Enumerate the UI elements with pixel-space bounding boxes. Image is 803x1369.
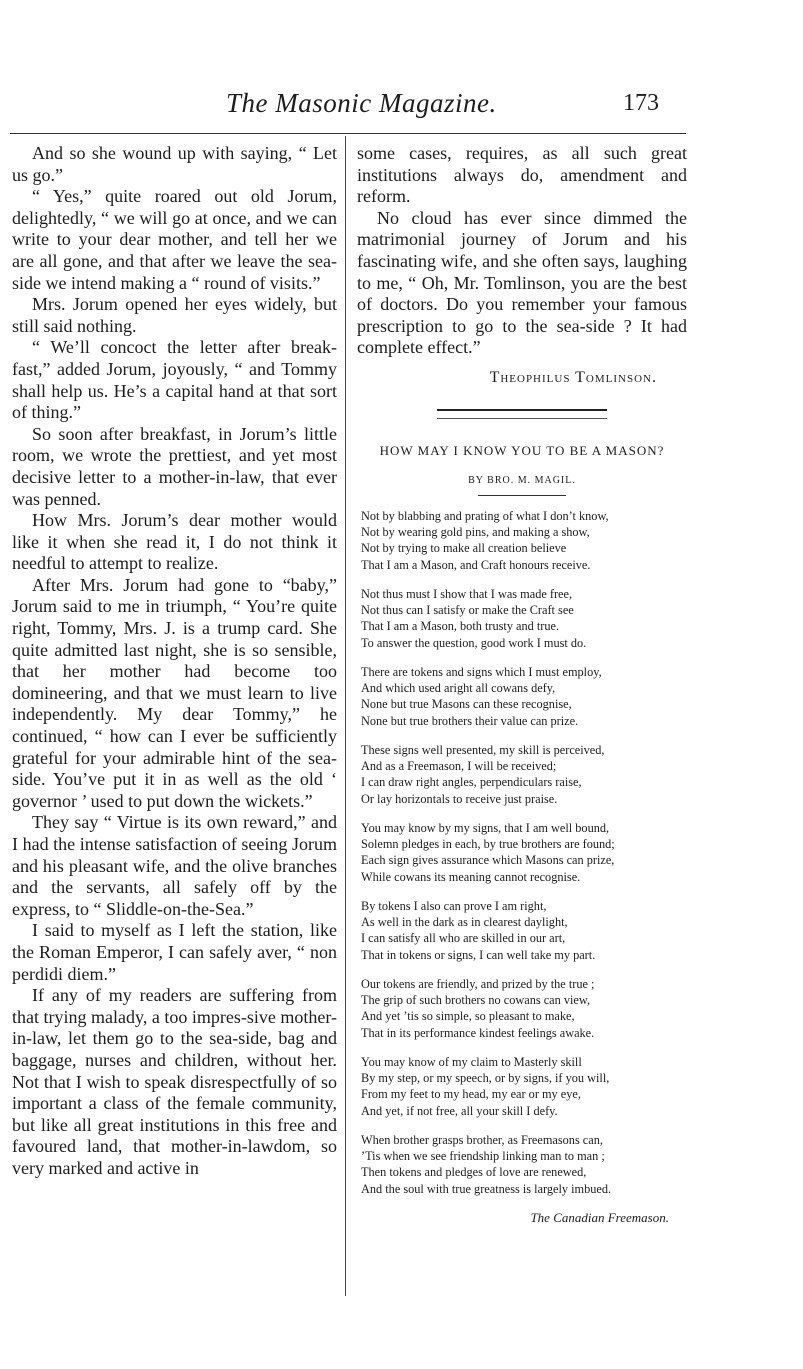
- page-header: [0, 88, 803, 128]
- poem-line: Not by trying to make all creation believe: [361, 541, 567, 556]
- poem-stanza: [361, 742, 687, 807]
- poem-line: The grip of such brothers no cowans can view,: [361, 993, 591, 1008]
- right-column: [357, 143, 687, 1226]
- paragraph: Mrs. Jorum opened her eyes widely, but still said nothing.: [12, 294, 337, 336]
- poem-line: I can satisfy all who are skilled in our art,: [361, 931, 566, 946]
- poem-line: That I am a Mason, and Craft honours receive.: [361, 557, 591, 572]
- poem-line: And the soul with true greatness is largely imbued.: [361, 1181, 612, 1196]
- poem-stanza: [361, 508, 687, 573]
- poem-stanza: [361, 586, 687, 651]
- poem-source: The Canadian Freemason.: [530, 1209, 669, 1225]
- paragraph: I said to myself as I left the station, like the Roman Emperor, I can safely aver, “ non perdidi diem.”: [12, 920, 337, 984]
- poem-byline: BY BRO. M. MAGIL.: [468, 474, 576, 486]
- poem-line: From my feet to my head, my ear or my eye,: [361, 1087, 581, 1102]
- poem-line: And yet, if not free, all your skill I defy.: [361, 1103, 558, 1118]
- paragraph: some cases, requires, as all such great institutions always do, amendment and reform.: [357, 143, 687, 207]
- poem-line: That in its performance kindest feelings awake.: [361, 1025, 595, 1040]
- section-divider: [437, 409, 607, 419]
- poem-line: Each sign gives assurance which Masons can prize,: [361, 853, 615, 868]
- poem-line: These signs well presented, my skill is perceived,: [361, 742, 605, 757]
- poem-line: That in tokens or signs, I can well take my part.: [361, 947, 596, 962]
- poem-line: And as a Freemason, I will be received;: [361, 759, 557, 774]
- poem-line: I can draw right angles, perpendiculars raise,: [361, 775, 582, 790]
- poem-line: Our tokens are friendly, and prized by the true ;: [361, 976, 595, 991]
- poem-stanza: [361, 664, 687, 729]
- poem-stanza: [361, 1132, 687, 1197]
- left-column: [12, 143, 337, 1180]
- poem-line: And which used aright all cowans defy,: [361, 681, 556, 696]
- poem-line: Not thus can I satisfy or make the Craft see: [361, 603, 574, 618]
- header-rule: [10, 133, 686, 134]
- poem-stanza: [361, 898, 687, 963]
- author-signature: Theophilus Tomlinson.: [489, 368, 657, 386]
- poem-line: When brother grasps brother, as Freemasons can,: [361, 1132, 603, 1147]
- poem-line: Not thus must I show that I was made free,: [361, 586, 573, 601]
- paragraph: How Mrs. Jorum’s dear mother would like it when she read it, I do not think it needful to attempt to realize.: [12, 510, 337, 574]
- poem-title: HOW MAY I KNOW YOU TO BE A MASON?: [379, 442, 665, 458]
- poem-line: As well in the dark as in clearest daylight,: [361, 915, 568, 930]
- poem-line: Not by wearing gold pins, and making a show,: [361, 525, 590, 540]
- story-conclusion: [357, 143, 687, 359]
- page-number: 173: [623, 90, 659, 116]
- paragraph: So soon after breakfast, in Jorum’s little room, we wrote the prettiest, and yet most decisive letter to a mother-in-law, that ever was penned.: [12, 423, 337, 509]
- poem-line: ’Tis when we see friendship linking man to man ;: [361, 1149, 605, 1164]
- paragraph: If any of my readers are suffering from that trying malady, a too impres-sive mother-in-law, let them go to the sea-side, bag and baggage, nurses and children, without her. Not that I wish to speak disrespectfully of so important a class of the female community, but like all great institutions in this free and favoured land, that mother-in-lawdom, so very marked and active in: [12, 985, 337, 1178]
- paragraph: No cloud has ever since dimmed the matrimonial journey of Jorum and his fascinating wife, and she often says, laughing to me, “ Oh, Mr. Tomlinson, you are the best of doctors. Do you remember your famous prescription to go to the sea-side ? It had complete effect.”: [357, 207, 687, 358]
- poem-line: While cowans its meaning cannot recognise.: [361, 869, 581, 884]
- paragraph: They say “ Virtue is its own reward,” and I had the intense satisfaction of seeing Jorum and his pleasant wife, and the olive branches and the servants, all safely off by the express, to “ Sliddle-on-the-Sea.”: [12, 812, 337, 919]
- poem-line: You may know by my signs, that I am well bound,: [361, 820, 610, 835]
- poem-line: That I am a Mason, both trusty and true.: [361, 619, 560, 634]
- poem-line: None but true brothers their value can prize.: [361, 713, 579, 728]
- paragraph: After Mrs. Jorum had gone to “baby,” Jorum said to me in triumph, “ You’re quite right, Tommy, Mrs. J. is a trump card. She quite admitted last night, she is so sensible, that her mother had become too domineering, and that we must learn to live independently. My dear Tommy,” he continued, “ how can I ever be sufficiently grateful for your admirable hint of the sea-side. You’ve put it in as well as the old ‘ governor ’ used to put down the wickets.”: [12, 574, 337, 811]
- journal-title: The Masonic Magazine.: [226, 88, 497, 118]
- poem-stanza: [361, 976, 687, 1041]
- column-divider: [345, 136, 346, 1296]
- paragraph: And so she wound up with saying, “ Let us go.”: [12, 143, 337, 185]
- poem-body: [357, 508, 687, 1197]
- poem-line: None but true Masons can these recognise,: [361, 697, 572, 712]
- poem-stanza: [361, 820, 687, 885]
- poem-line: Or lay horizontals to receive just praise.: [361, 791, 558, 806]
- paragraph: “ We’ll concoct the letter after break-fast,” added Jorum, joyously, “ and Tommy shall help us. He’s a capital hand at that sort of thing.”: [12, 337, 337, 423]
- poem-line: Solemn pledges in each, by true brothers are found;: [361, 837, 615, 852]
- poem-line: Not by blabbing and prating of what I don’t know,: [361, 508, 609, 523]
- poem-line: And yet ’tis so simple, so pleasant to make,: [361, 1009, 575, 1024]
- poem-line: By tokens I also can prove I am right,: [361, 898, 547, 913]
- poem-line: There are tokens and signs which I must employ,: [361, 664, 602, 679]
- poem-stanza: [361, 1054, 687, 1119]
- poem-line: To answer the question, good work I must do.: [361, 635, 587, 650]
- byline-rule: [478, 495, 566, 496]
- poem-line: Then tokens and pledges of love are renewed,: [361, 1165, 587, 1180]
- poem-line: By my step, or my speech, or by signs, if you will,: [361, 1071, 610, 1086]
- paragraph: “ Yes,” quite roared out old Jorum, delightedly, “ we will go at once, and we can write to your dear mother, and tell her we are all gone, and that after we leave the sea-side we intend making a “ round of visits.”: [12, 186, 337, 293]
- poem-line: You may know of my claim to Masterly skill: [361, 1054, 582, 1069]
